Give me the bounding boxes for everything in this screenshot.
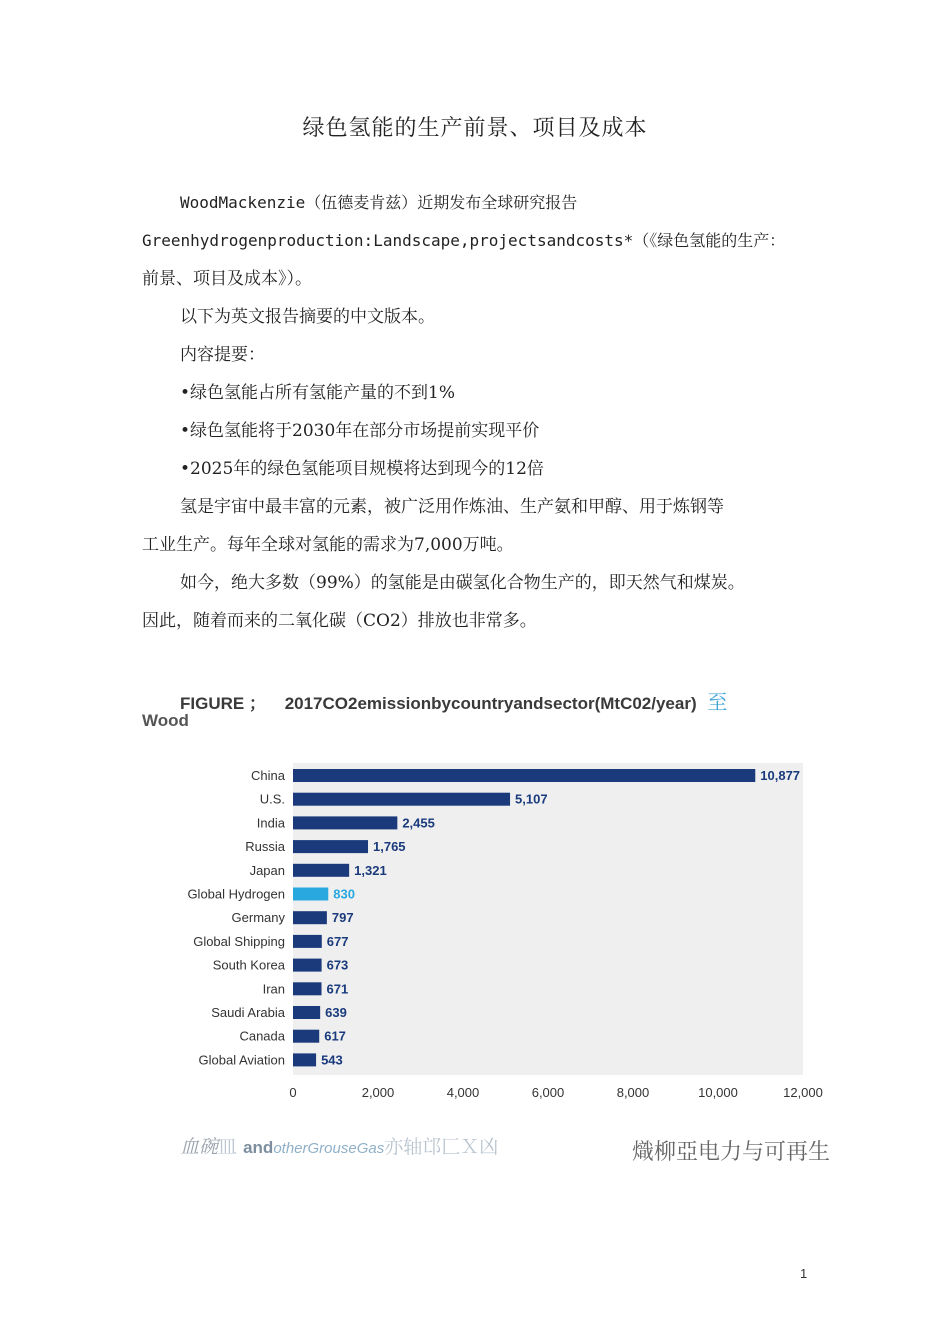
bar [293,959,322,972]
category-label: Canada [239,1028,285,1044]
caption-part-d: otherGrouseGas [273,1140,385,1157]
data-label: 1,321 [354,862,387,878]
x-tick-label: 2,000 [361,1085,395,1100]
bullet-item: •绿色氢能占所有氢能产量的不到1% [180,383,455,403]
category-label: Japan [249,862,285,878]
data-label: 1,765 [373,839,406,855]
caption-right: 熾柳亞电力与可再生 [632,1140,831,1165]
category-label: Saudi Arabia [211,1005,285,1020]
intro-paragraph [142,184,814,640]
figure-label: FIGURE ； [180,694,266,713]
intro-line-1: WoodMackenzie（伍德麦肯兹）近期发布全球研究报告 [180,193,578,212]
figure-caption [180,1132,498,1159]
plot-background [293,763,803,1075]
summary-note: 以下为英文报告摘要的中文版本。 [180,307,435,327]
chart-svg [180,755,840,1110]
category-label: Germany [231,910,285,926]
data-label: 543 [321,1052,343,1068]
bar [293,1053,316,1066]
data-label: 617 [324,1028,346,1044]
data-label: 830 [333,886,355,902]
bar [293,769,755,782]
category-label: Global Aviation [198,1052,285,1068]
figure-mark: 至 [707,690,728,714]
figure-title: 2017CO2emissionbycountryandsector(MtC02/year) [284,694,697,713]
bar [293,840,368,853]
bar [293,888,328,901]
bar [293,1006,320,1019]
data-label: 677 [326,933,349,949]
intro-line-3: 前景、项目及成本》）。 [142,269,312,289]
intro-line-2: Greenhydrogenproduction:Landscape,projectsandcosts*（《绿色氢能的生产： [142,231,786,250]
x-tick-label: 0 [289,1085,297,1100]
data-label: 639 [325,1005,347,1020]
x-tick-label: 12,000 [783,1085,823,1100]
bullet-item: •绿色氢能将于2030年在部分市场提前实现平价 [180,421,540,441]
highlights-heading: 内容提要： [180,345,265,365]
figure-heading [142,686,822,731]
x-tick-label: 8,000 [616,1085,650,1100]
category-label: India [256,815,285,831]
data-label: 5,107 [515,791,548,807]
data-label: 797 [331,910,354,926]
caption-part-b: 皿 [218,1136,238,1158]
data-label: 2,455 [402,815,435,831]
data-label: 671 [326,981,349,997]
caption-part-a: 血碗 [180,1136,219,1158]
bar [293,1030,319,1043]
caption-part-c: and [243,1138,274,1157]
paragraph-2-line-2: 因此，随着而来的二氧化碳（CO2）排放也非常多。 [142,611,537,631]
paragraph-1-line-2: 工业生产。每年全球对氢能的需求为7,000万吨。 [142,535,514,555]
paragraph-1-line-1: 氢是宇宙中最丰富的元素，被广泛用作炼油、生产氨和甲醇、用于炼钢等 [180,497,724,517]
bar [293,911,327,924]
x-tick-label: 6,000 [531,1085,565,1100]
emissions-bar-chart [180,755,840,1110]
bar [293,864,349,877]
data-label: 673 [326,957,349,973]
category-label: South Korea [212,957,285,973]
category-label: China [251,768,285,783]
document-title: 绿色氢能的生产前景、项目及成本 [302,116,648,141]
page-number: 1 [800,1266,808,1281]
data-label: 10,877 [760,768,801,783]
category-label: Iran [262,981,285,997]
category-label: Global Hydrogen [187,886,285,902]
bullet-item: •2025年的绿色氢能项目规模将达到现今的12倍 [180,459,544,479]
x-tick-label: 4,000 [446,1085,480,1100]
bar [293,793,510,806]
figure-source: Wood [142,711,189,730]
paragraph-2-line-1: 如今，绝大多数（99%）的氢能是由碳氢化合物生产的，即天然气和煤炭。 [180,573,745,593]
category-label: Global Shipping [193,933,285,949]
caption-part-e: 亦轴邙匚Ｘ凶 [384,1136,499,1158]
bar [293,816,397,829]
category-label: U.S. [259,791,285,807]
bar [293,982,322,995]
x-tick-label: 10,000 [698,1085,738,1100]
bar [293,935,322,948]
category-label: Russia [245,839,285,855]
